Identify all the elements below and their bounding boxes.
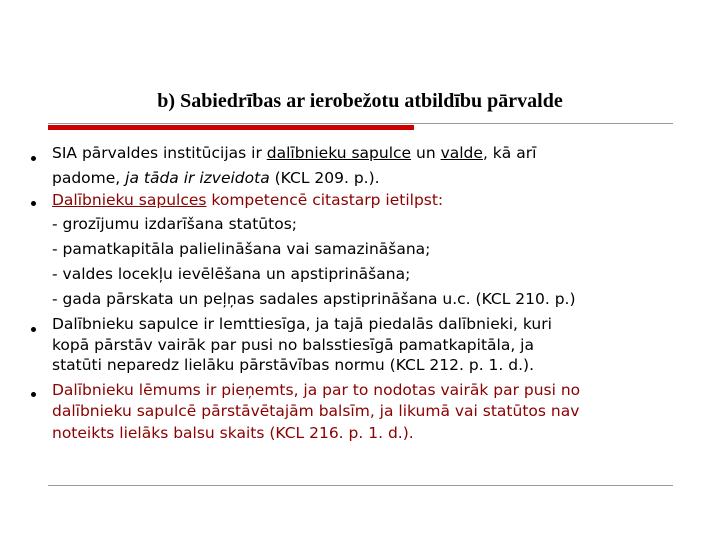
competence-item-4: - gada pārskata un peļņas sadales apstiprināšana u.c. (KCL 210. p.) [52, 290, 576, 308]
bullet-1-italic: ja tāda ir izveidota [125, 169, 270, 187]
bullet-dot-1 [31, 156, 36, 161]
term-dalibnieku-sapulce: dalībnieku sapulce [266, 144, 412, 162]
competence-item-3: - valdes locekļu ievēlēšana un apstiprināšana; [52, 265, 411, 283]
title-divider-gray [48, 123, 673, 124]
bullet-4-line-2: dalībnieku sapulcē pārstāvētajām balsīm, ja likumā vai statūtos nav [52, 402, 580, 420]
bullet-3-line-1: Dalībnieku sapulce ir lemttiesīga, ja tajā piedalās dalībnieki, kuri [52, 315, 552, 333]
bullet-dot-3 [31, 327, 36, 332]
bottom-divider [48, 485, 673, 486]
bullet-4-line-3: noteikts lielāks balsu skaits (KCL 216. p. 1. d.). [52, 424, 414, 442]
term-valde: valde [440, 144, 483, 162]
term-dalibnieku-sapulces: Dalībnieku sapulces [52, 191, 207, 209]
competence-item-1: - grozījumu izdarīšana statūtos; [52, 215, 297, 233]
title-divider-red [48, 125, 414, 130]
bullet-1-text-a: SIA pārvaldes institūcijas ir [52, 144, 267, 162]
bullet-dot-4 [31, 392, 36, 397]
bullet-1-text-e: (KCL 209. p.). [269, 169, 380, 187]
bullet-1-line-1 [52, 145, 712, 163]
slide-title: b) Sabiedrības ar ierobežotu atbildību pārvalde [157, 90, 563, 112]
bullet-1-line-2 [52, 170, 712, 188]
bullet-3-line-3: statūti neparedz lielāku pārstāvības normu (KCL 212. p. 1. d.). [52, 356, 535, 374]
bullet-1-text-c: , kā arī [482, 144, 537, 162]
bullet-2-line-1 [52, 192, 712, 210]
bullet-dot-2 [31, 201, 36, 206]
bullet-2-text: kompetencē citastarp ietilpst: [206, 191, 444, 209]
bullet-3-line-2: kopā pārstāv vairāk par pusi no balsstiesīgā pamatkapitāla, ja [52, 336, 534, 354]
bullet-1-text-d: padome, [52, 169, 126, 187]
bullet-1-text-b: un [411, 144, 441, 162]
bullet-4-line-1: Dalībnieku lēmums ir pieņemts, ja par to nodotas vairāk par pusi no [52, 381, 581, 399]
competence-item-2: - pamatkapitāla palielināšana vai samazināšana; [52, 240, 431, 258]
